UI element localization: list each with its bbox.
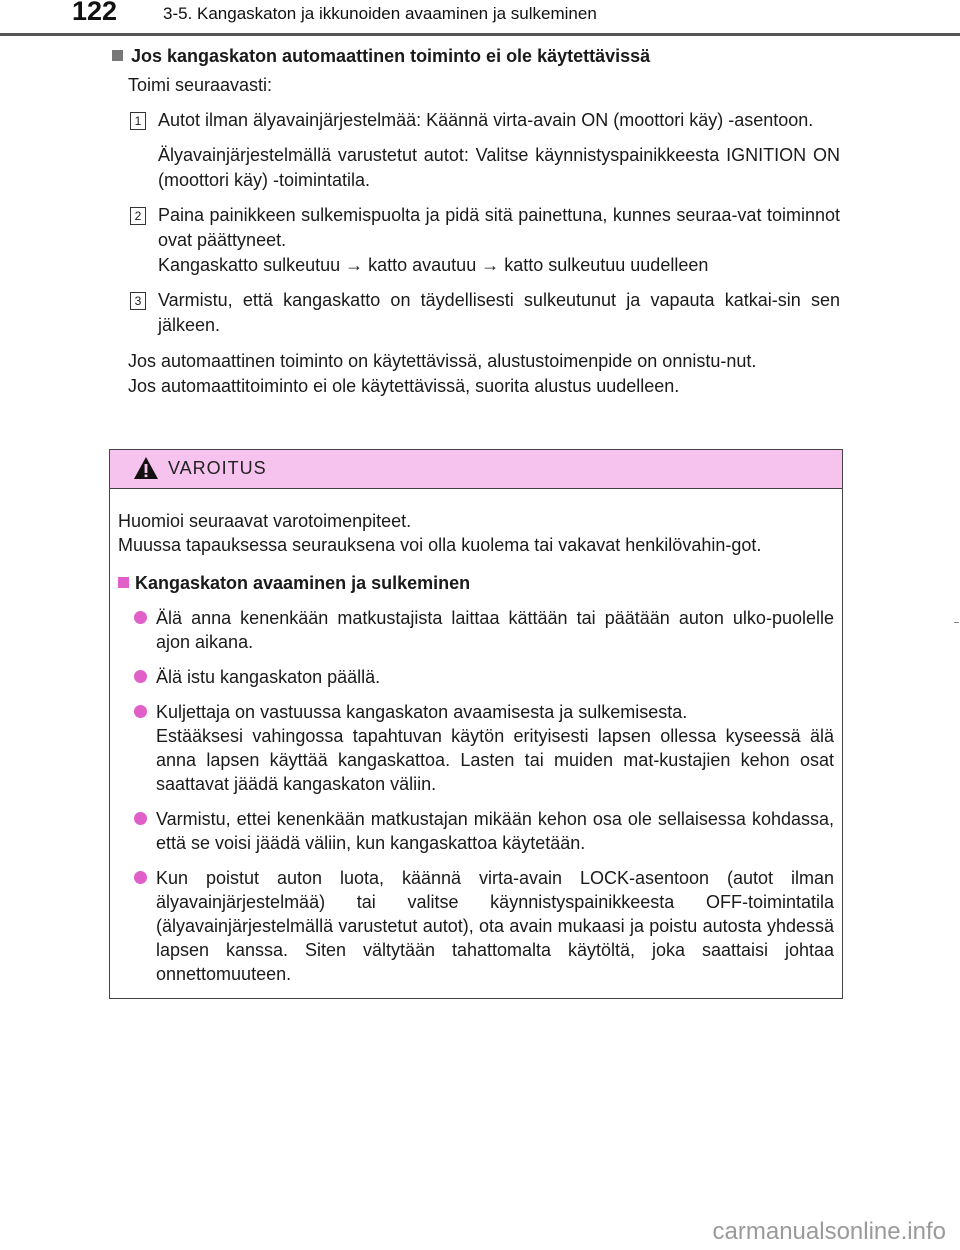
bullet-dot-icon [134, 812, 147, 825]
step-1 [110, 108, 840, 193]
step-1-para-1: Autot ilman älyavainjärjestelmää: Käännä virta-avain ON (moottori käy) -asentoon. [158, 110, 814, 130]
bullet-dot-icon [134, 670, 147, 683]
warning-subheading-text: Kangaskaton avaaminen ja sulkeminen [135, 573, 471, 593]
bullet-text: Kuljettaja on vastuussa kangaskaton avaamisesta ja sulkemisesta. [156, 702, 688, 722]
warning-intro-1: Huomioi seuraavat varotoimenpiteet. [118, 511, 412, 531]
bullet-text: Estääksesi vahingossa tapahtuvan käytön erityisesti lapsen ollessa kyseessä älä anna lapsen käyttää kangaskattoa. Lasten tai muiden mat-kustajien kehon osat saattavat jäädä kangaskaton väliin. [156, 726, 834, 794]
step-3 [110, 288, 840, 338]
warning-triangle-icon [133, 456, 159, 480]
bullet-dot-icon [134, 871, 147, 884]
bullet-text: Varmistu, ettei kenenkään matkustajan mikään kehon osa ole sellaisessa kohdassa, että se voisi jäädä väliin, kun kangaskattoa käytetään. [156, 809, 834, 853]
bullet-text: Kun poistut auton luota, käännä virta-avain LOCK-asentoon (autot ilman älyavainjärjestelmää) tai valitse käynnistyspainikkeesta OFF-toimintatila (älyavainjärjestelmällä varustetut autot), ota avain mukaasi ja poistu autosta yhdessä lapsen kanssa. Siten vältytään tahattomalta käytöltä, joka saattaisi johtaa onnettomuuteen. [156, 868, 834, 984]
warning-box [109, 449, 843, 999]
step-number-badge: 2 [130, 207, 146, 225]
watermark: carmanualsonline.info [712, 1218, 946, 1245]
result-note-1: Jos automaattinen toiminto on käytettävissä, alustustoimenpide on onnistu-nut. [128, 351, 757, 371]
bullet-text: Älä istu kangaskaton päällä. [156, 667, 381, 687]
section-title: 3-5. Kangaskaton ja ikkunoiden avaaminen ja sulkeminen [163, 4, 597, 23]
section-heading-text: Jos kangaskaton automaattinen toiminto ei ole käytettävissä [131, 46, 651, 66]
step-2-text: Paina painikkeen sulkemispuolta ja pidä sitä painettuna, kunnes seuraa-vat toiminnot ovat päättyneet. [158, 205, 840, 250]
step-number-badge: 3 [130, 292, 146, 310]
margin-mark [954, 622, 959, 623]
section-heading [110, 44, 840, 69]
page-number: 122 [72, 0, 118, 26]
warning-title: VAROITUS [168, 458, 267, 478]
warning-bullet [118, 700, 834, 796]
intro-text: Toimi seuraavasti: [128, 75, 273, 95]
square-bullet-icon [118, 577, 129, 588]
step-3-text: Varmistu, että kangaskatto on täydellisesti sulkeutunut ja vapauta katkai-sin sen jälkeen. [158, 290, 840, 335]
result-note-2: Jos automaattitoiminto ei ole käytettävissä, suorita alustus uudelleen. [128, 376, 680, 396]
warning-body [110, 489, 842, 986]
page-header [0, 0, 960, 38]
step-number-badge: 1 [130, 112, 146, 130]
square-bullet-icon [112, 50, 123, 61]
warning-bullet [118, 606, 834, 654]
warning-bullet [118, 866, 834, 986]
result-notes [128, 349, 840, 399]
bullet-dot-icon [134, 705, 147, 718]
step-1-para-2: Älyavainjärjestelmällä varustetut autot: Valitse käynnistyspainikkeesta IGNITION ON (moottori käy) -toimintatila. [158, 145, 840, 190]
warning-intro-2: Muussa tapauksessa seurauksena voi olla kuolema tai vakavat henkilövahin-got. [118, 535, 762, 555]
warning-header [110, 450, 842, 489]
warning-bullet [118, 807, 834, 855]
main-content [110, 44, 840, 399]
warning-bullet [118, 665, 834, 689]
step-2-sequence: Kangaskatto sulkeutuu → katto avautuu → katto sulkeutuu uudelleen [158, 255, 709, 275]
bullet-dot-icon [134, 611, 147, 624]
bullet-text: Älä anna kenenkään matkustajista laittaa kättään tai päätään auton ulko-puolelle ajon aikana. [156, 608, 834, 652]
header-rule [0, 33, 960, 36]
step-2 [110, 203, 840, 278]
warning-subheading [118, 571, 834, 595]
